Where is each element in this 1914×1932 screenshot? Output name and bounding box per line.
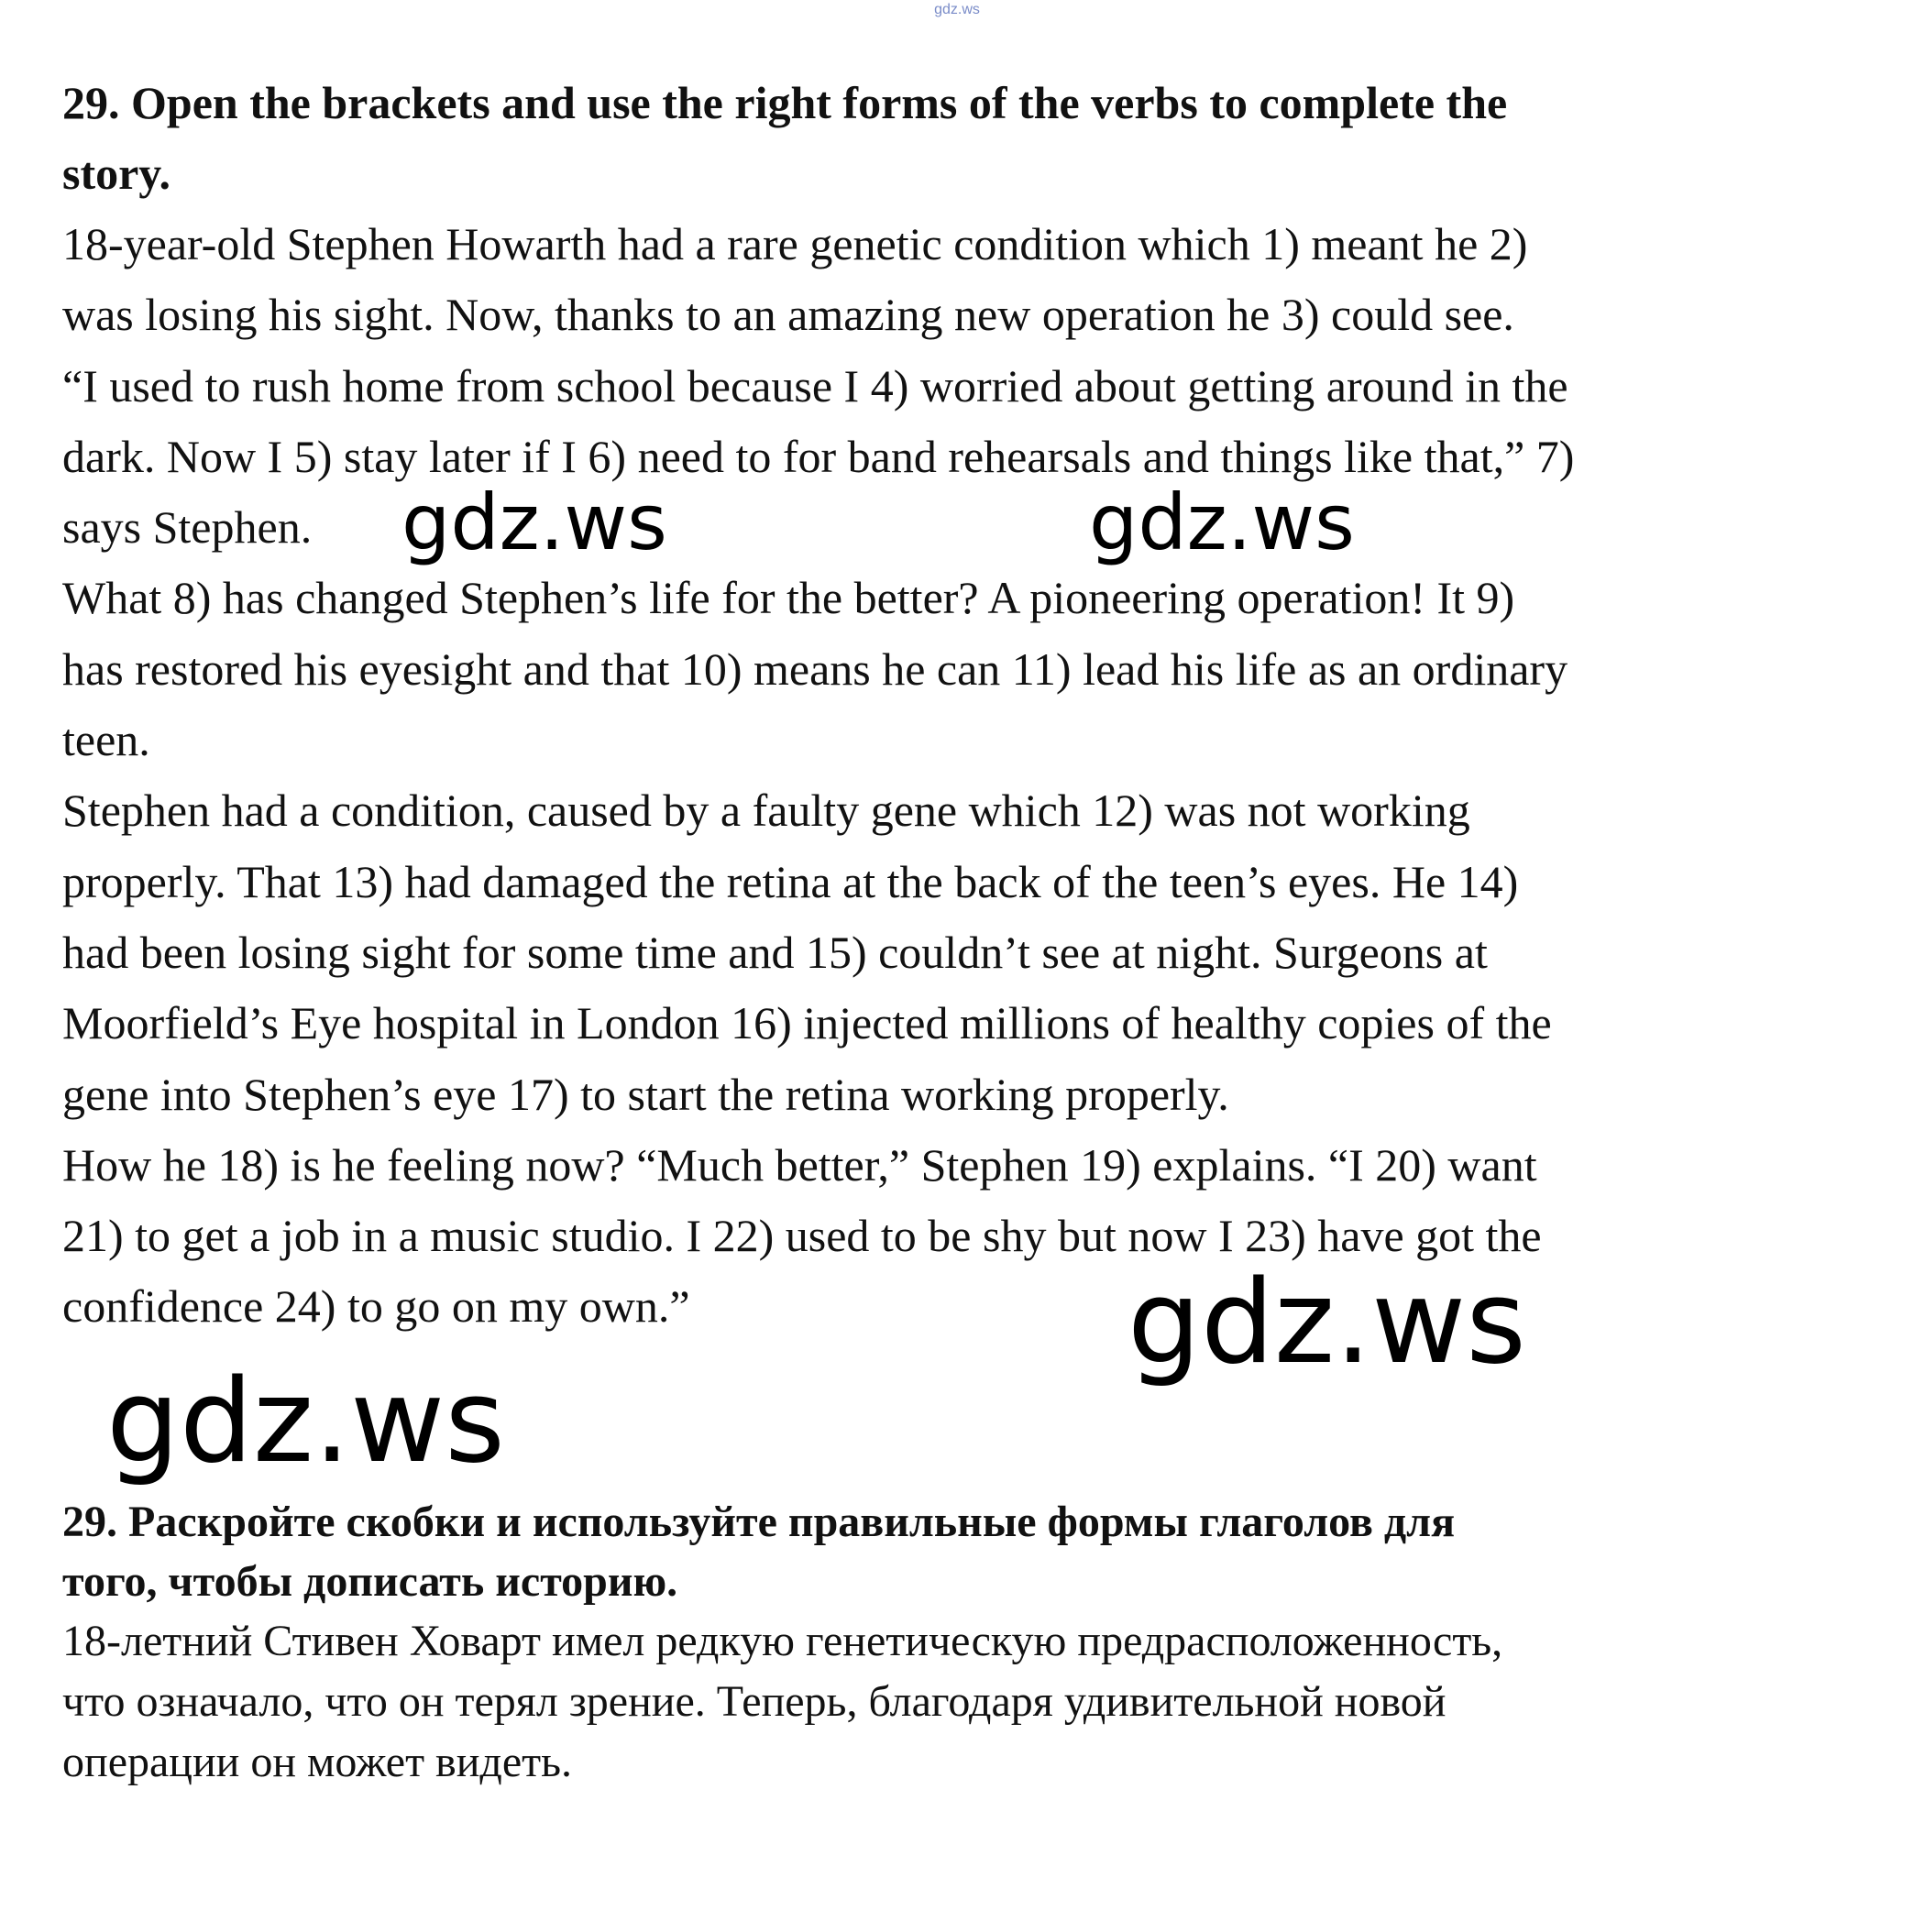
exercise-heading-en: 29. Open the brackets and use the right forms of the verbs to complete the story. bbox=[62, 77, 1508, 199]
exercise-heading-ru: 29. Раскройте скобки и используйте правильные формы глаголов для того, чтобы дописать историю. bbox=[62, 1498, 1456, 1606]
watermark-1: gdz.ws bbox=[402, 478, 667, 567]
exercise-english bbox=[62, 68, 1859, 1343]
watermark-2: gdz.ws bbox=[1089, 478, 1355, 567]
watermark-4: gdz.ws bbox=[106, 1354, 505, 1488]
exercise-russian bbox=[62, 1492, 1859, 1793]
top-watermark: gdz.ws bbox=[934, 2, 980, 17]
watermark-3: gdz.ws bbox=[1128, 1255, 1526, 1389]
story-text-en: 18-year-old Stephen Howarth had a rare genetic condition which 1) meant he 2) was losing his sight. Now, thanks to an amazing new operation he 3) could see. “I used to rush home from school because I 4) worried about getting around in the dark. Now I 5) stay later if I 6) need to for band rehearsals and things like that,” 7) says Stephen. What 8) has changed Stephen’s life for the better? A pioneering operation! It 9) has restored his eyesight and that 10) means he can 11) lead his life as an ordinary teen. Stephen had a condition, caused by a faulty gene which 12) was not working properly. That 13) had damaged the retina at the back of the teen’s eyes. He 14) had been losing sight for some time and 15) couldn’t see at night. Surgeons at Moorfield’s Eye hospital in London 16) injected millions of healthy copies of the gene into Stephen’s eye 17) to start the retina working properly. How he 18) is he feeling now? “Much better,” Stephen 19) explains. “I 20) want 21) to get a job in a music studio. I 22) used to be shy but now I 23) have got the confidence 24) to go on my own.” bbox=[62, 218, 1575, 1333]
story-text-ru: 18-летний Стивен Ховарт имел редкую генетическую предрасположенность, что означало, что он терял зрение. Теперь, благодаря удивительной новой операции он может видеть. bbox=[62, 1617, 1503, 1786]
